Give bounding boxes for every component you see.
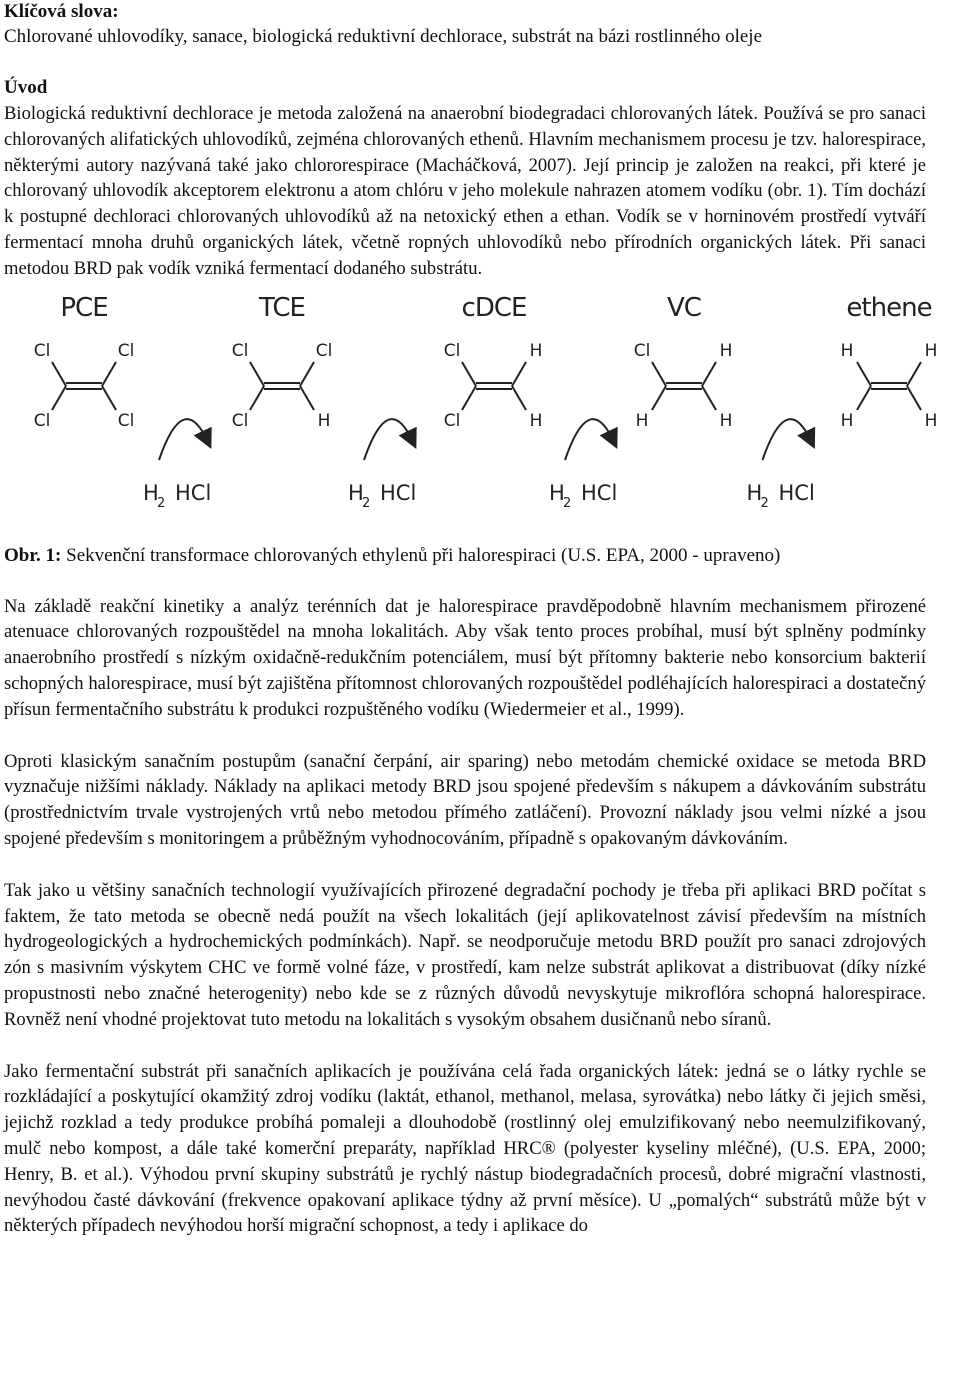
arrow-curve bbox=[565, 419, 613, 460]
reagent-label: H bbox=[746, 480, 763, 505]
compound-ethene bbox=[841, 293, 938, 431]
bond-line bbox=[462, 386, 476, 410]
compound-vc bbox=[634, 293, 733, 431]
atom-label: H bbox=[840, 340, 854, 361]
atom-label: H bbox=[635, 410, 649, 431]
atom-label: Cl bbox=[33, 340, 51, 361]
bond-line bbox=[907, 362, 921, 386]
bond-line bbox=[652, 362, 666, 386]
atom-label: Cl bbox=[33, 410, 51, 431]
paragraph-kinetics: Na základě reakční kinetiky a analýz terénních dat je halorespirace pravděpodobně hlavním mechanismem přirozené atenuace chlorovaných rozpouštědel na mnoha lokalitách. Aby však tento proces probíhal, musí být splněny podmínky anaerobního prostředí s nízkým oxidačně-redukčním potenciálem, musí být přítomny bakterie nebo konsorcium bakterií schopných halorespirace, musí být zajištěna přítomnost chlorovaných rozpouštědel podléhajících halorespiraci a dostatečný přísun fermentačního substrátu k produkci rozpuštěného vodíku (Wiedermeier et al., 1999). bbox=[4, 595, 926, 720]
intro-paragraph: Biologická reduktivní dechlorace je metoda založená na anaerobní biodegradaci chlorovaných látek. Používá se pro sanaci chlorovaných alifatických uhlovodíků, zejména chlorovaných ethenů. Hlavním mechanismem procesu je tzv. halorespirace, některými autory nazývaná také jako chlororespirace (Macháčková, 2007). Její princip je založen na reakci, při které je chlorovaný uhlovodík akceptorem elektronu a atom chlóru v jeho molekule nahrazen atomem vodíku (obr. 1). Tím dochází k postupné dechloraci chlorovaných uhlovodíků až na netoxický ethen a ethan. Vodík se v horninovém prostředí vytváří fermentací mnoha druhů organických látek, včetně ropných uhlovodíků nebo přírodních organických látek. Při sanaci metodou BRD pak vodík vzniká fermentací dodaného substrátu. bbox=[4, 103, 926, 279]
reaction-arrow-3 bbox=[549, 419, 617, 511]
figure-caption bbox=[4, 544, 926, 568]
atom-label: H bbox=[317, 410, 331, 431]
bond-line bbox=[702, 362, 716, 386]
compound-pce bbox=[34, 293, 135, 431]
bond-line bbox=[512, 386, 526, 410]
reagent-label: H bbox=[549, 480, 565, 505]
compound-label: PCE bbox=[60, 292, 108, 323]
reaction-arrow-1 bbox=[143, 419, 211, 511]
paragraph-costs: Oproti klasickým sanačním postupům (sanační čerpání, air sparing) nebo metodám chemické oxidace se metoda BRD vyznačuje nižšími náklady. Náklady na aplikaci metody BRD jsou spojené především s nákupem a dávkováním substrátu (prostřednictvím trvale vystrojených vrtů nebo metodou přímého zatláčení). Provozní náklady jsou velmi nízké a jsou spojené především s monitoringem a průběžným vyhodnocováním, případně s opakovaným dávkováním. bbox=[4, 750, 926, 849]
bond-line bbox=[102, 386, 116, 410]
atom-label: H bbox=[924, 410, 938, 431]
atom-label: H bbox=[719, 340, 733, 361]
atom-label: H bbox=[529, 340, 543, 361]
compound-label: cDCE bbox=[461, 292, 527, 323]
atom-label: Cl bbox=[231, 340, 249, 361]
bond-line bbox=[857, 386, 871, 410]
figure-caption-label: Obr. 1: bbox=[4, 544, 62, 566]
reagent-subscript: 2 bbox=[563, 495, 572, 511]
bond-line bbox=[52, 362, 66, 386]
keywords-heading: Klíčová slova: bbox=[4, 1, 119, 22]
bond-line bbox=[250, 362, 264, 386]
atom-label: Cl bbox=[117, 340, 135, 361]
arrow-curve bbox=[763, 419, 811, 460]
bond-line bbox=[300, 386, 314, 410]
reagent-label: H bbox=[143, 480, 159, 505]
bond-line bbox=[512, 362, 526, 386]
arrow-curve bbox=[159, 419, 207, 460]
figure-caption-text: Sekvenční transformace chlorovaných ethylenů při halorespiraci (U.S. EPA, 2000 - upraveno) bbox=[61, 544, 781, 566]
compound-label: VC bbox=[667, 292, 701, 323]
reaction-figure bbox=[4, 290, 938, 530]
atom-label: H bbox=[924, 340, 938, 361]
bond-line bbox=[652, 386, 666, 410]
document-page bbox=[4, 0, 938, 1239]
atom-label: H bbox=[840, 410, 854, 431]
reaction-arrow-2 bbox=[348, 419, 416, 511]
bond-line bbox=[702, 386, 716, 410]
atom-label: H bbox=[529, 410, 543, 431]
reaction-arrow-4 bbox=[747, 419, 815, 511]
atom-label: Cl bbox=[443, 340, 461, 361]
product-label: HCl bbox=[778, 480, 815, 505]
dechlorination-diagram bbox=[4, 290, 938, 530]
atom-label: H bbox=[719, 410, 733, 431]
compound-label: TCE bbox=[259, 292, 305, 323]
atom-label: Cl bbox=[231, 410, 249, 431]
arrow-curve bbox=[364, 419, 412, 460]
atom-label: Cl bbox=[117, 410, 135, 431]
atom-label: Cl bbox=[633, 340, 651, 361]
reagent-subscript: 2 bbox=[157, 495, 166, 511]
product-label: HCl bbox=[175, 480, 212, 505]
bond-line bbox=[52, 386, 66, 410]
atom-label: Cl bbox=[315, 340, 333, 361]
bond-line bbox=[300, 362, 314, 386]
bond-line bbox=[462, 362, 476, 386]
paragraph-limitations: Tak jako u většiny sanačních technologií využívajících přirozené degradační pochody je třeba při aplikaci BRD počítat s faktem, že tato metoda se obecně nedá použít na všech lokalitách (její aplikovatelnost závisí především na místních hydrogeologických a hydrochemických podmínkách). Např. se neodporučuje metodu BRD použít pro sanaci zdrojových zón s masivním výskytem CHC ve formě volné fáze, v prostředí, kam nelze substrát aplikovat a distribuovat (díky nízké propustnosti nebo značné heterogenity) nebo kde se z různých důvodů nevyskytuje mikroflóra schopná halorespirace. Rovněž není vhodné projektovat tuto metodu na lokalitách s vysokým obsahem dusičnanů nebo síranů. bbox=[4, 879, 926, 1030]
product-label: HCl bbox=[581, 480, 618, 505]
compound-tce bbox=[232, 293, 333, 431]
compound-label: ethene bbox=[846, 292, 932, 323]
bond-line bbox=[907, 386, 921, 410]
bond-line bbox=[250, 386, 264, 410]
reagent-subscript: 2 bbox=[760, 495, 769, 511]
atom-label: Cl bbox=[443, 410, 461, 431]
reagent-subscript: 2 bbox=[362, 495, 371, 511]
compound-cdce bbox=[444, 293, 543, 431]
bond-line bbox=[857, 362, 871, 386]
keywords-text: Chlorované uhlovodíky, sanace, biologická reduktivní dechlorace, substrát na bázi rostlinného oleje bbox=[4, 26, 763, 47]
intro-heading: Úvod bbox=[4, 77, 48, 98]
bond-line bbox=[102, 362, 116, 386]
reagent-label: H bbox=[348, 480, 364, 505]
product-label: HCl bbox=[380, 480, 417, 505]
paragraph-substrates: Jako fermentační substrát při sanačních aplikacích je používána celá řada organických látek: jedná se o látky rychle se rozkládající a poskytující okamžitý zdroj vodíku (laktát, ethanol, methanol, melasa, syrovátka) nebo látky či jejich směsi, jejichž rozklad a tedy produkce probíhá pomaleji a dlouhodobě (rostlinný olej emulzifikovaný nebo neemulzifikovaný, mulč nebo kompost, a dále také komerční preparáty, například HRC® (polyester kyseliny mléčné), (U.S. EPA, 2000; Henry, B. et al.). Výhodou první skupiny substrátů je rychlý nástup biodegradačních procesů, dobré migrační vlastnosti, nevýhodou časté dávkování (frekvence opakovaní aplikace týdny až první měsíce). U „pomalých“ substrátů může být v některých případech nevýhodou horší migrační schopnost, a tedy i aplikace do bbox=[4, 1060, 926, 1237]
